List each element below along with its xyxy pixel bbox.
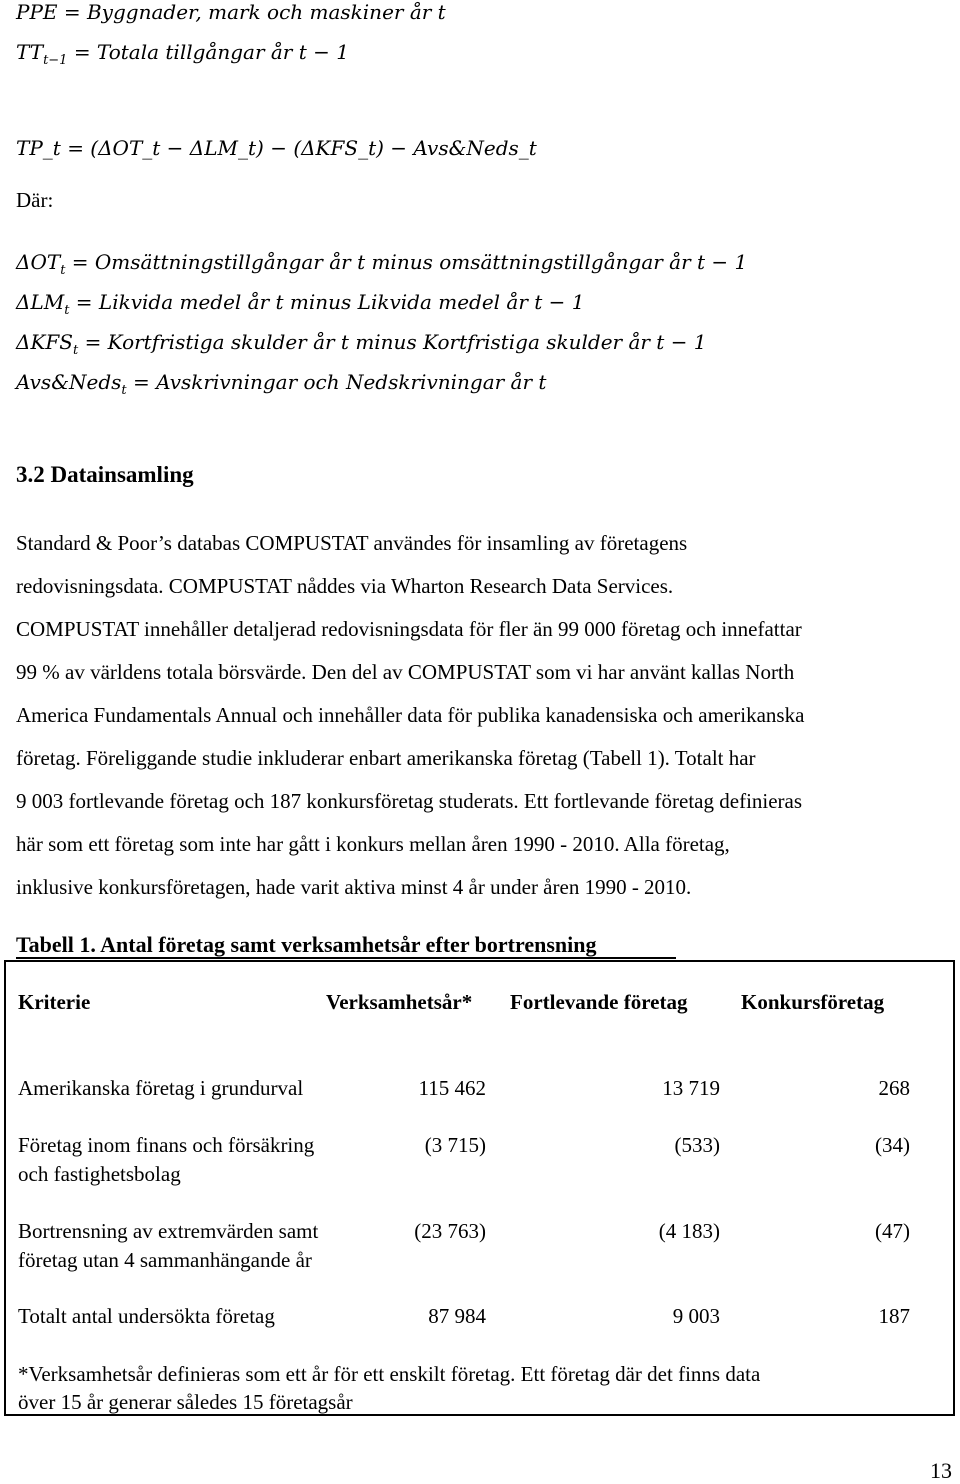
table-header-fortlevande: Fortlevande företag bbox=[510, 990, 688, 1014]
table-header-konkurs: Konkursföretag bbox=[741, 990, 885, 1014]
formula-tp: TP_t = (ΔOT_t − ΔLM_t) − (ΔKFS_t) − Avs&Neds_t bbox=[16, 136, 537, 160]
table-row-label: företag utan 4 sammanhängande år bbox=[18, 1248, 312, 1272]
paragraph-line: här som ett företag som inte har gått i konkurs mellan åren 1990 - 2010. Alla företag, bbox=[16, 832, 730, 856]
table-footnote: *Verksamhetsår definieras som ett år för ett enskilt företag. Ett företag där det finns data bbox=[18, 1362, 761, 1386]
table-header-verksamhetsar: Verksamhetsår* bbox=[326, 990, 473, 1014]
table-cell-fortlevande: (533) bbox=[674, 1133, 720, 1157]
table-cell-verksamhetsar: (23 763) bbox=[414, 1219, 486, 1243]
paragraph-line: företag. Föreliggande studie inkluderar enbart amerikanska företag (Tabell 1). Totalt har bbox=[16, 746, 756, 770]
table-row-label: Totalt antal undersökta företag bbox=[18, 1304, 275, 1328]
table-row-label: Företag inom finans och försäkring bbox=[18, 1133, 315, 1157]
table-cell-verksamhetsar: 87 984 bbox=[428, 1304, 486, 1328]
paragraph-line: America Fundamentals Annual och innehåller data för publika kanadensiska och amerikanska bbox=[16, 703, 805, 727]
section-paragraph bbox=[16, 522, 951, 909]
formula-def-ot: $\Delta OT_t$ = Omsättningstillgångar år t minus omsättningstillgångar år t − 1 bbox=[16, 250, 748, 278]
table-caption: Tabell 1. Antal företag samt verksamhetsår efter bortrensning bbox=[16, 932, 597, 957]
table-cell-verksamhetsar: (3 715) bbox=[424, 1133, 486, 1157]
paragraph-line: COMPUSTAT innehåller detaljerad redovisningsdata för fler än 99 000 företag och innefattar bbox=[16, 617, 802, 641]
paragraph-line: inklusive konkursföretagen, hade varit aktiva minst 4 år under åren 1990 - 2010. bbox=[16, 875, 692, 899]
formula-def-kfs: $\Delta KFS_t$ = Kortfristiga skulder år t minus Kortfristiga skulder år t − 1 bbox=[16, 330, 707, 358]
data-table bbox=[4, 960, 955, 1416]
paragraph-line: redovisningsdata. COMPUSTAT nåddes via Wharton Research Data Services. bbox=[16, 574, 674, 598]
table-row-label: Bortrensning av extremvärden samt bbox=[18, 1219, 319, 1243]
formula-def-lm: $\Delta LM_t$ = Likvida medel år t minus Likvida medel år t − 1 bbox=[16, 290, 585, 318]
page-number: 13 bbox=[930, 1458, 952, 1483]
table-cell-konkurs: (34) bbox=[875, 1133, 910, 1157]
table-cell-fortlevande: (4 183) bbox=[658, 1219, 720, 1243]
table-cell-verksamhetsar: 115 462 bbox=[418, 1076, 486, 1100]
section-heading: 3.2 Datainsamling bbox=[16, 462, 194, 487]
caption-underline bbox=[16, 957, 676, 959]
paragraph-line: 9 003 fortlevande företag och 187 konkursföretag studerats. Ett fortlevande företag definieras bbox=[16, 789, 803, 813]
dar-label: Där: bbox=[16, 188, 54, 212]
formula-ppe: PPE = Byggnader, mark och maskiner år t bbox=[16, 0, 446, 24]
table-row-label: Amerikanska företag i grundurval bbox=[18, 1076, 304, 1100]
table-row-label: och fastighetsbolag bbox=[18, 1162, 181, 1186]
paragraph-line: Standard & Poor’s databas COMPUSTAT användes för insamling av företagens bbox=[16, 531, 688, 555]
table-cell-konkurs: (47) bbox=[875, 1219, 910, 1243]
table-cell-fortlevande: 13 719 bbox=[662, 1076, 720, 1100]
table-header-kriterie: Kriterie bbox=[18, 990, 91, 1014]
formula-def-avs: Avs&Neds$_t$ = Avskrivningar och Nedskrivningar år t bbox=[16, 370, 547, 398]
paragraph-line: 99 % av världens totala börsvärde. Den del av COMPUSTAT som vi har använt kallas North bbox=[16, 660, 795, 684]
formula-tt: $TT_{t-1}$ = Totala tillgångar år t − 1 bbox=[16, 40, 349, 68]
table-cell-fortlevande: 9 003 bbox=[672, 1304, 720, 1328]
table-cell-konkurs: 268 bbox=[878, 1076, 910, 1100]
table-footnote: över 15 år generar således 15 företagsår bbox=[18, 1390, 353, 1414]
table-cell-konkurs: 187 bbox=[878, 1304, 910, 1328]
